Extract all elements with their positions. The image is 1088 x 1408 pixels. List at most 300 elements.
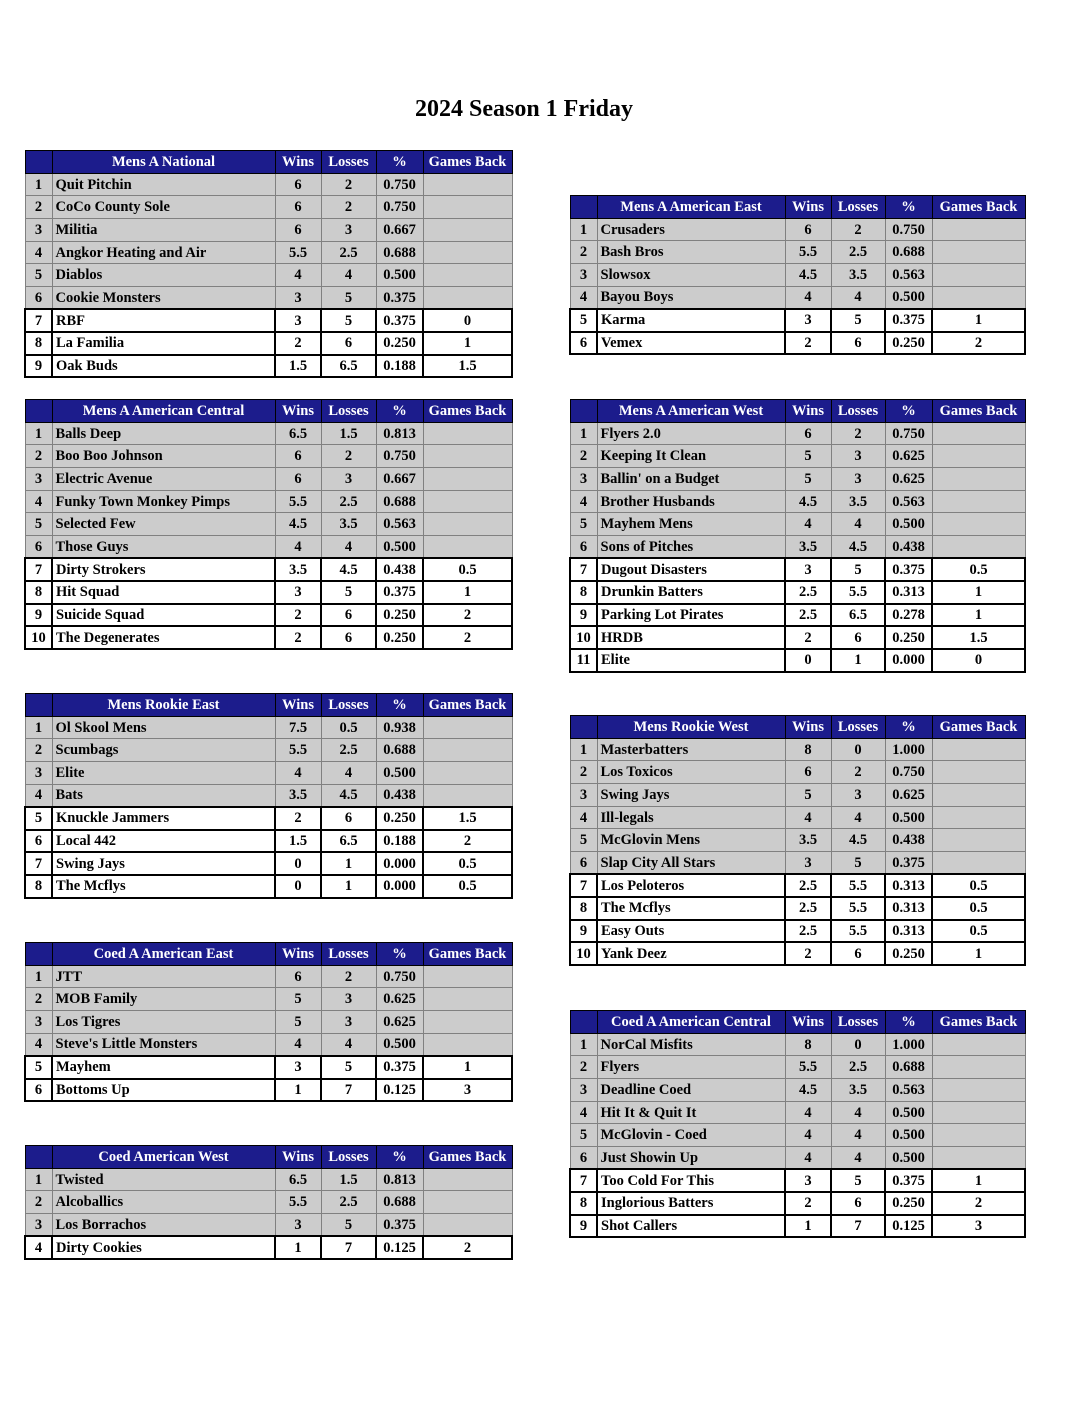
games-back (932, 241, 1025, 264)
win-percentage: 0.500 (885, 1124, 932, 1147)
win-percentage: 0.688 (376, 739, 423, 762)
win-percentage: 0.688 (376, 241, 423, 264)
team-name: Los Borrachos (52, 1214, 275, 1237)
wins-header: Wins (785, 196, 831, 219)
rank: 7 (570, 874, 597, 897)
win-percentage: 0.625 (885, 445, 932, 468)
games-back (932, 1079, 1025, 1102)
division-name: Coed A American East (52, 943, 275, 966)
wins: 3 (275, 309, 321, 332)
team-name: Swing Jays (597, 784, 785, 807)
rank: 5 (570, 309, 597, 332)
losses: 3.5 (321, 513, 376, 536)
team-name: CoCo County Sole (52, 196, 275, 219)
games-back-header: Games Back (932, 196, 1025, 219)
table-row (570, 738, 1025, 761)
win-percentage: 0.250 (885, 942, 932, 965)
rank: 2 (25, 1191, 52, 1214)
team-name: Just Showin Up (597, 1147, 785, 1170)
team-name: Deadline Coed (597, 1079, 785, 1102)
losses: 4 (321, 762, 376, 785)
rank: 11 (570, 649, 597, 672)
team-name: Inglorious Batters (597, 1192, 785, 1215)
rank: 4 (570, 806, 597, 829)
table-row (25, 173, 512, 196)
table-row (25, 241, 512, 264)
games-back (423, 468, 512, 491)
rank: 7 (25, 852, 52, 875)
table-row (570, 604, 1025, 627)
win-percentage: 0.278 (885, 604, 932, 627)
table-row (570, 264, 1025, 287)
wins: 5.5 (275, 1191, 321, 1214)
win-percentage: 0.813 (376, 1168, 423, 1191)
team-name: Easy Outs (597, 920, 785, 943)
wins: 8 (785, 738, 831, 761)
games-back (932, 218, 1025, 241)
losses: 3 (321, 1011, 376, 1034)
rank: 2 (570, 1056, 597, 1079)
header-row (570, 1011, 1025, 1034)
losses: 2.5 (321, 1191, 376, 1214)
team-name: Ballin' on a Budget (597, 468, 785, 491)
team-name: Those Guys (52, 536, 275, 559)
win-percentage: 0.625 (885, 784, 932, 807)
win-percentage: 0.375 (376, 1056, 423, 1079)
header-row (570, 716, 1025, 739)
rank: 10 (25, 626, 52, 649)
team-name: Ol Skool Mens (52, 716, 275, 739)
games-back (932, 445, 1025, 468)
team-name: Swing Jays (52, 852, 275, 875)
table-row (570, 1215, 1025, 1238)
table-row (570, 1147, 1025, 1170)
rank: 4 (25, 1033, 52, 1056)
wins: 1 (785, 1215, 831, 1238)
team-name: Parking Lot Pirates (597, 604, 785, 627)
losses: 6 (831, 1192, 885, 1215)
losses-header: Losses (321, 1146, 376, 1169)
win-percentage: 0.813 (376, 422, 423, 445)
games-back (423, 784, 512, 807)
wins: 3.5 (785, 829, 831, 852)
table-row (570, 897, 1025, 920)
wins: 3 (275, 1056, 321, 1079)
team-name: Vemex (597, 332, 785, 355)
games-back (423, 1191, 512, 1214)
win-percentage: 0.313 (885, 897, 932, 920)
team-name: Funky Town Monkey Pimps (52, 490, 275, 513)
games-back (932, 1124, 1025, 1147)
games-back (423, 422, 512, 445)
win-percentage: 0.250 (885, 332, 932, 355)
rank: 5 (25, 807, 52, 830)
wins: 0 (275, 875, 321, 898)
wins: 6 (275, 445, 321, 468)
team-name: MOB Family (52, 988, 275, 1011)
team-name: RBF (52, 309, 275, 332)
games-back: 1.5 (423, 807, 512, 830)
table-row (25, 1168, 512, 1191)
team-name: Mayhem (52, 1056, 275, 1079)
win-percentage: 0.375 (885, 309, 932, 332)
wins: 4 (785, 286, 831, 309)
table-row (25, 739, 512, 762)
losses: 2 (831, 422, 885, 445)
win-percentage: 0.000 (376, 875, 423, 898)
losses-header: Losses (831, 1011, 885, 1034)
games-back (932, 1056, 1025, 1079)
rank: 8 (25, 581, 52, 604)
rank: 2 (570, 761, 597, 784)
team-name: Keeping It Clean (597, 445, 785, 468)
win-percentage: 0.000 (885, 649, 932, 672)
losses-header: Losses (321, 694, 376, 717)
games-back: 0.5 (423, 875, 512, 898)
team-name: Elite (597, 649, 785, 672)
rank: 3 (25, 219, 52, 242)
table-row (570, 1192, 1025, 1215)
team-name: Flyers 2.0 (597, 422, 785, 445)
win-percentage: 0.938 (376, 716, 423, 739)
losses: 4 (831, 1101, 885, 1124)
games-back: 2 (423, 626, 512, 649)
losses: 3.5 (831, 1079, 885, 1102)
games-back (423, 219, 512, 242)
games-back (423, 490, 512, 513)
rank: 5 (25, 1056, 52, 1079)
wins: 3.5 (275, 784, 321, 807)
losses: 5.5 (831, 920, 885, 943)
losses: 3 (831, 445, 885, 468)
losses: 6.5 (831, 604, 885, 627)
rank: 9 (570, 604, 597, 627)
wins-header: Wins (275, 943, 321, 966)
rank: 10 (570, 626, 597, 649)
wins: 3 (785, 1169, 831, 1192)
table-row (570, 536, 1025, 559)
rank: 8 (570, 897, 597, 920)
percent-header: % (376, 694, 423, 717)
win-percentage: 0.625 (376, 1011, 423, 1034)
header-row (25, 694, 512, 717)
standings-table-mens-a-american-east (569, 195, 1026, 355)
rank: 1 (570, 1033, 597, 1056)
games-back (932, 761, 1025, 784)
wins: 3 (785, 309, 831, 332)
win-percentage: 0.375 (376, 581, 423, 604)
win-percentage: 0.313 (885, 920, 932, 943)
win-percentage: 0.563 (885, 1079, 932, 1102)
losses: 2 (831, 218, 885, 241)
games-back (932, 264, 1025, 287)
team-name: Dugout Disasters (597, 558, 785, 581)
table-row (25, 830, 512, 853)
win-percentage: 0.500 (376, 762, 423, 785)
team-name: Balls Deep (52, 422, 275, 445)
rank: 7 (25, 558, 52, 581)
team-name: Bash Bros (597, 241, 785, 264)
games-back (932, 422, 1025, 445)
rank: 2 (25, 988, 52, 1011)
team-name: Too Cold For This (597, 1169, 785, 1192)
table-row (570, 468, 1025, 491)
win-percentage: 0.688 (885, 1056, 932, 1079)
win-percentage: 0.667 (376, 219, 423, 242)
wins: 5.5 (275, 490, 321, 513)
win-percentage: 0.375 (885, 1169, 932, 1192)
win-percentage: 0.667 (376, 468, 423, 491)
team-name: Los Toxicos (597, 761, 785, 784)
win-percentage: 0.750 (376, 445, 423, 468)
games-back: 1 (423, 581, 512, 604)
games-back: 2 (932, 1192, 1025, 1215)
percent-header: % (885, 400, 932, 423)
rank: 3 (570, 1079, 597, 1102)
games-back: 1 (932, 604, 1025, 627)
games-back (423, 196, 512, 219)
wins: 4 (785, 1147, 831, 1170)
team-name: Boo Boo Johnson (52, 445, 275, 468)
losses: 4 (831, 1147, 885, 1170)
rank: 8 (570, 581, 597, 604)
rank: 1 (570, 422, 597, 445)
games-back (423, 965, 512, 988)
losses-header: Losses (831, 196, 885, 219)
win-percentage: 0.750 (885, 218, 932, 241)
win-percentage: 0.500 (885, 286, 932, 309)
losses: 7 (321, 1236, 376, 1259)
win-percentage: 0.688 (885, 241, 932, 264)
wins-header: Wins (275, 151, 321, 174)
losses: 5 (831, 852, 885, 875)
losses: 0.5 (321, 716, 376, 739)
rank: 8 (25, 875, 52, 898)
games-back: 1 (423, 332, 512, 355)
rank: 6 (25, 830, 52, 853)
win-percentage: 0.750 (885, 761, 932, 784)
win-percentage: 0.563 (376, 513, 423, 536)
team-name: Steve's Little Monsters (52, 1033, 275, 1056)
wins: 5 (785, 468, 831, 491)
standings-table-mens-rookie-east (24, 693, 513, 899)
team-name: Yank Deez (597, 942, 785, 965)
wins: 6 (275, 196, 321, 219)
rank-header (25, 400, 52, 423)
wins: 4 (275, 762, 321, 785)
rank: 9 (570, 920, 597, 943)
team-name: Brother Husbands (597, 490, 785, 513)
losses: 6 (831, 626, 885, 649)
games-back (423, 1214, 512, 1237)
losses: 4.5 (831, 536, 885, 559)
losses: 0 (831, 1033, 885, 1056)
games-back: 1 (932, 1169, 1025, 1192)
table-row (25, 196, 512, 219)
win-percentage: 0.625 (376, 988, 423, 1011)
losses: 2.5 (831, 241, 885, 264)
wins: 6 (785, 218, 831, 241)
games-back (932, 829, 1025, 852)
wins-header: Wins (785, 400, 831, 423)
losses: 7 (831, 1215, 885, 1238)
wins: 2.5 (785, 581, 831, 604)
wins: 8 (785, 1033, 831, 1056)
wins-header: Wins (785, 1011, 831, 1034)
win-percentage: 1.000 (885, 738, 932, 761)
rank: 1 (25, 422, 52, 445)
losses: 2 (321, 965, 376, 988)
table-row (570, 286, 1025, 309)
losses: 4.5 (321, 784, 376, 807)
division-name: Mens A American West (597, 400, 785, 423)
losses: 4.5 (321, 558, 376, 581)
win-percentage: 0.250 (376, 332, 423, 355)
games-back (932, 1033, 1025, 1056)
games-back (423, 716, 512, 739)
rank: 4 (25, 784, 52, 807)
team-name: Elite (52, 762, 275, 785)
wins: 7.5 (275, 716, 321, 739)
win-percentage: 0.750 (885, 422, 932, 445)
table-row (25, 1191, 512, 1214)
table-row (25, 875, 512, 898)
wins: 0 (275, 852, 321, 875)
team-name: Shot Callers (597, 1215, 785, 1238)
wins: 2 (785, 332, 831, 355)
losses: 5 (831, 1169, 885, 1192)
standings-table-coed-a-american-central (569, 1010, 1026, 1238)
wins: 3 (785, 558, 831, 581)
team-name: Dirty Strokers (52, 558, 275, 581)
table-row (25, 1011, 512, 1034)
header-row (570, 196, 1025, 219)
team-name: Knuckle Jammers (52, 807, 275, 830)
wins: 4 (785, 513, 831, 536)
losses: 2.5 (321, 241, 376, 264)
wins: 4 (275, 536, 321, 559)
rank: 7 (570, 558, 597, 581)
games-back (932, 490, 1025, 513)
team-name: Selected Few (52, 513, 275, 536)
standings-table-coed-a-american-east (24, 942, 513, 1102)
rank: 6 (570, 332, 597, 355)
wins: 6 (785, 422, 831, 445)
wins: 2 (785, 942, 831, 965)
rank: 4 (570, 286, 597, 309)
header-row (570, 400, 1025, 423)
rank: 7 (570, 1169, 597, 1192)
wins: 2.5 (785, 897, 831, 920)
team-name: Mayhem Mens (597, 513, 785, 536)
win-percentage: 0.250 (376, 604, 423, 627)
team-name: Bottoms Up (52, 1079, 275, 1102)
games-back-header: Games Back (423, 151, 512, 174)
games-back (423, 445, 512, 468)
rank: 8 (570, 1192, 597, 1215)
table-row (570, 513, 1025, 536)
games-back: 3 (932, 1215, 1025, 1238)
win-percentage: 0.375 (376, 309, 423, 332)
losses: 6 (321, 626, 376, 649)
table-row (570, 1169, 1025, 1192)
header-row (25, 943, 512, 966)
games-back: 2 (932, 332, 1025, 355)
win-percentage: 0.375 (885, 852, 932, 875)
team-name: The Mcflys (52, 875, 275, 898)
table-row (25, 468, 512, 491)
losses: 2 (321, 445, 376, 468)
win-percentage: 0.250 (376, 626, 423, 649)
games-back (423, 287, 512, 310)
table-row (570, 806, 1025, 829)
team-name: Flyers (597, 1056, 785, 1079)
win-percentage: 0.313 (885, 581, 932, 604)
team-name: McGlovin Mens (597, 829, 785, 852)
table-row (25, 988, 512, 1011)
rank: 9 (25, 355, 52, 378)
games-back: 1 (932, 942, 1025, 965)
wins: 4 (785, 1101, 831, 1124)
losses: 2.5 (831, 1056, 885, 1079)
table-row (570, 1101, 1025, 1124)
games-back (423, 513, 512, 536)
rank-header (25, 1146, 52, 1169)
rank-header (570, 716, 597, 739)
games-back-header: Games Back (423, 694, 512, 717)
games-back (423, 264, 512, 287)
win-percentage: 0.500 (885, 806, 932, 829)
percent-header: % (885, 196, 932, 219)
losses: 3 (321, 468, 376, 491)
games-back (932, 806, 1025, 829)
rank: 1 (25, 173, 52, 196)
team-name: Quit Pitchin (52, 173, 275, 196)
wins: 1.5 (275, 830, 321, 853)
losses: 5 (831, 558, 885, 581)
games-back (423, 739, 512, 762)
games-back (423, 536, 512, 559)
table-row (570, 920, 1025, 943)
percent-header: % (376, 1146, 423, 1169)
rank: 3 (570, 264, 597, 287)
games-back: 2 (423, 604, 512, 627)
team-name: Drunkin Batters (597, 581, 785, 604)
team-name: Karma (597, 309, 785, 332)
win-percentage: 0.375 (885, 558, 932, 581)
rank: 9 (25, 604, 52, 627)
team-name: Los Peloteros (597, 874, 785, 897)
games-back: 1 (932, 581, 1025, 604)
rank: 8 (25, 332, 52, 355)
losses: 6 (321, 332, 376, 355)
standings-table-mens-a-national (24, 150, 513, 378)
losses: 2.5 (321, 490, 376, 513)
games-back: 0.5 (932, 897, 1025, 920)
wins: 3.5 (785, 536, 831, 559)
wins: 3.5 (275, 558, 321, 581)
table-row (25, 287, 512, 310)
wins: 5 (275, 988, 321, 1011)
win-percentage: 0.688 (376, 490, 423, 513)
header-row (25, 151, 512, 174)
rank: 6 (25, 287, 52, 310)
losses: 4 (321, 264, 376, 287)
losses: 1 (831, 649, 885, 672)
losses: 6.5 (321, 355, 376, 378)
games-back (932, 286, 1025, 309)
losses-header: Losses (831, 400, 885, 423)
